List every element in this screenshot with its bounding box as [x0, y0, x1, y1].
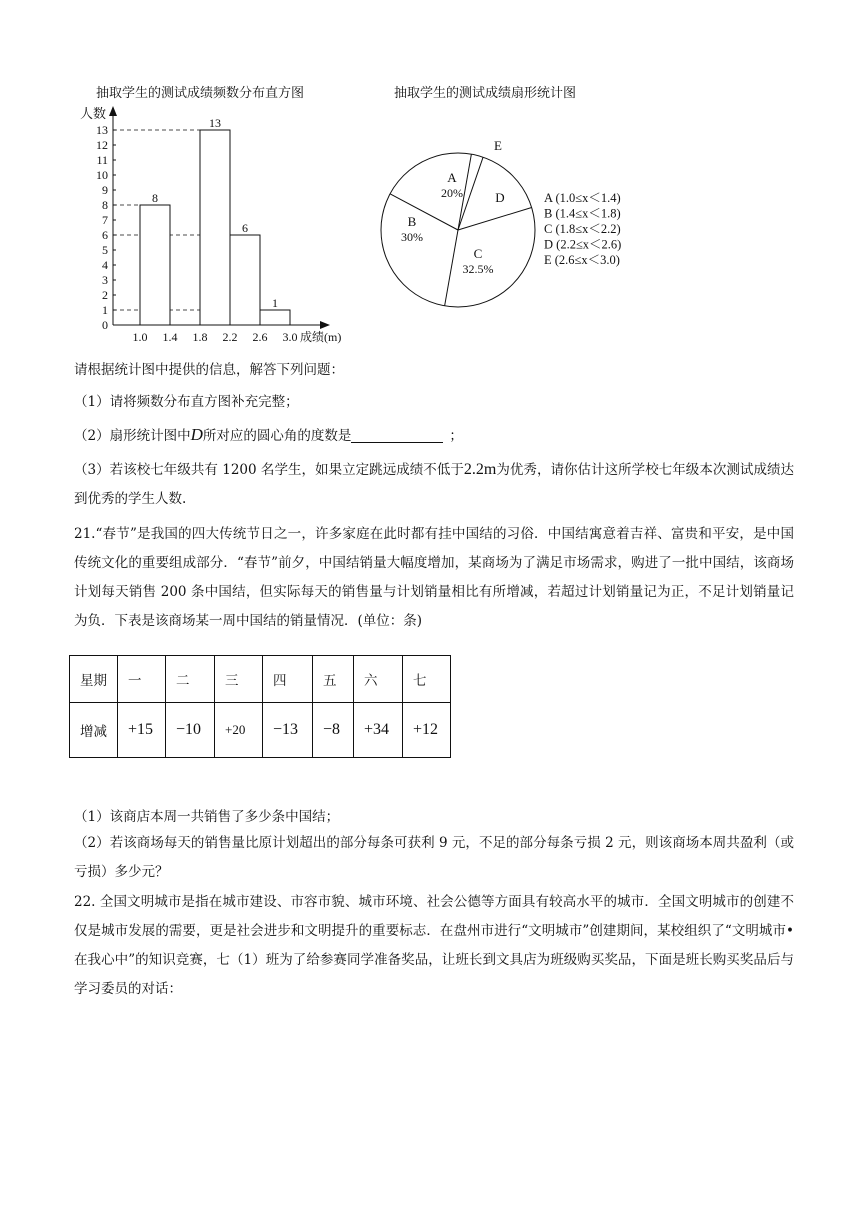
y-tick-label: 8	[102, 198, 108, 212]
bar-value-label: 8	[152, 191, 158, 205]
pie-slice-percent: 30%	[401, 230, 423, 244]
day-cell: 二	[166, 656, 215, 703]
q21-text: 21.“春节”是我国的四大传统节日之一，许多家庭在此时都有挂中国结的习俗．中国结寓意着吉祥、富贵和平安，是中国传统文化的重要组成部分．“春节”前夕，中国结销量大幅度增加，某商场为了满足市场需求，购进了一批中国结，该商场计划每天销售 200 条中国结，但实际每天的销售量与计划销量相比有所增减，若超过计划销量记为正，不足计划销量记为负．下表是该商场某一周中国结的销量情况．(单位：条)	[74, 526, 794, 629]
pie-title: 抽取学生的测试成绩扇形统计图	[394, 86, 577, 101]
y-tick-label: 4	[102, 258, 108, 272]
pie-legend-item: A (1.0≤x＜1.4)	[544, 191, 621, 205]
day-cell: 一	[118, 656, 166, 703]
table-head-day: 星期	[70, 656, 118, 703]
y-axis-label: 人数	[80, 106, 107, 121]
x-axis-label: 成绩(m)	[300, 330, 342, 344]
table-row	[70, 656, 451, 703]
bar-value-label: 13	[209, 116, 221, 130]
y-tick-label: 7	[102, 213, 108, 227]
table-row	[70, 703, 451, 758]
day-cell: 四	[263, 656, 313, 703]
change-cell: +20	[215, 703, 263, 758]
y-tick-label: 2	[102, 288, 108, 302]
x-tick-label: 1.4	[162, 330, 178, 344]
q21-part2: （2）若该商场每天的销售量比原计划超出的部分每条可获利 9 元，不足的部分每条亏损 2 元，则该商场本周共盈利（或亏损）多少元？	[74, 835, 794, 880]
pie-legend-item: B (1.4≤x＜1.8)	[544, 206, 621, 221]
pie-slice-label: B	[407, 214, 417, 229]
histogram-bar	[230, 235, 260, 325]
pie-chart	[370, 140, 660, 315]
q22-text: 22. 全国文明城市是指在城市建设、市容市貌、城市环境、社会公德等方面具有较高水平的城市．全国文明城市的创建不仅是城市发展的需要，更是社会进步和文明提升的重要标志．在盘州市进行“文明城市”创建期间，某校组织了“文明城市•在我心中”的知识竞赛，七（1）班为了给参赛同学准备奖品，让班长到文具店为班级购买奖品，下面是班长购买奖品后与学习委员的对话：	[74, 894, 794, 997]
x-tick-label: 3.0	[282, 330, 298, 344]
day-cell: 三	[215, 656, 263, 703]
change-cell: −10	[166, 703, 215, 758]
var-d: D	[190, 425, 203, 444]
bar-value-label: 1	[272, 296, 278, 310]
x-axis-arrow	[320, 321, 330, 329]
y-tick-label: 12	[96, 138, 108, 152]
q21-part1: （1）该商店本周一共销售了多少条中国结；	[74, 809, 340, 825]
x-tick-label: 1.0	[132, 330, 148, 344]
pie-slice-label: C	[473, 246, 483, 261]
pie-slice-percent: 20%	[441, 186, 463, 200]
day-cell: 六	[354, 656, 403, 703]
change-cell: +34	[354, 703, 403, 758]
q20-part3: （3）若该校七年级共有 1200 名学生，如果立定跳远成绩不低于2.2m为优秀，请你估计这所学校七年级本次测试成绩达到优秀的学生人数.	[74, 461, 795, 507]
y-tick-label: 13	[96, 123, 108, 137]
change-cell: −8	[313, 703, 354, 758]
y-tick-label: 9	[102, 183, 108, 197]
day-cell: 七	[403, 656, 451, 703]
answer-blank[interactable]	[351, 428, 443, 443]
pie-slice-label: A	[447, 170, 457, 185]
x-tick-label: 1.8	[192, 330, 208, 344]
y-tick-label: 5	[102, 243, 108, 257]
x-tick-label: 2.6	[252, 330, 268, 344]
y-tick-label: 10	[96, 168, 108, 182]
histogram-bar	[200, 130, 230, 325]
y-axis-arrow	[109, 106, 117, 116]
histogram-bar	[140, 205, 170, 325]
sales-table	[69, 655, 451, 758]
table-head-change: 增减	[70, 703, 118, 758]
histogram-bar	[260, 310, 290, 325]
day-cell: 五	[313, 656, 354, 703]
bar-value-label: 6	[242, 221, 248, 235]
change-cell: +15	[118, 703, 166, 758]
y-tick-label: 6	[102, 228, 108, 242]
change-cell: −13	[263, 703, 313, 758]
y-tick-label: 1	[102, 303, 108, 317]
pie-legend-item: D (2.2≤x＜2.6)	[544, 237, 622, 252]
x-tick-label: 2.2	[222, 330, 238, 344]
histogram-title: 抽取学生的测试成绩频数分布直方图	[96, 86, 305, 101]
pie-slice-label: D	[495, 190, 505, 205]
change-cell: +12	[403, 703, 451, 758]
q20-part1: （1）请将频数分布直方图补充完整；	[74, 394, 299, 410]
y-tick-label: 3	[102, 273, 108, 287]
y-tick-label: 0	[102, 318, 108, 332]
pie-slice-label: E	[494, 140, 502, 153]
q20-part2: （2）扇形统计图中D所对应的圆心角的度数是 ；	[74, 425, 463, 444]
y-tick-label: 11	[96, 153, 108, 167]
q20-intro: 请根据统计图中提供的信息，解答下列问题：	[74, 362, 344, 378]
pie-legend-item: C (1.8≤x＜2.2)	[544, 222, 621, 236]
histogram-chart	[70, 100, 360, 346]
pie-legend-item: E (2.6≤x＜3.0)	[544, 253, 620, 267]
pie-slice-percent: 32.5%	[462, 262, 494, 276]
